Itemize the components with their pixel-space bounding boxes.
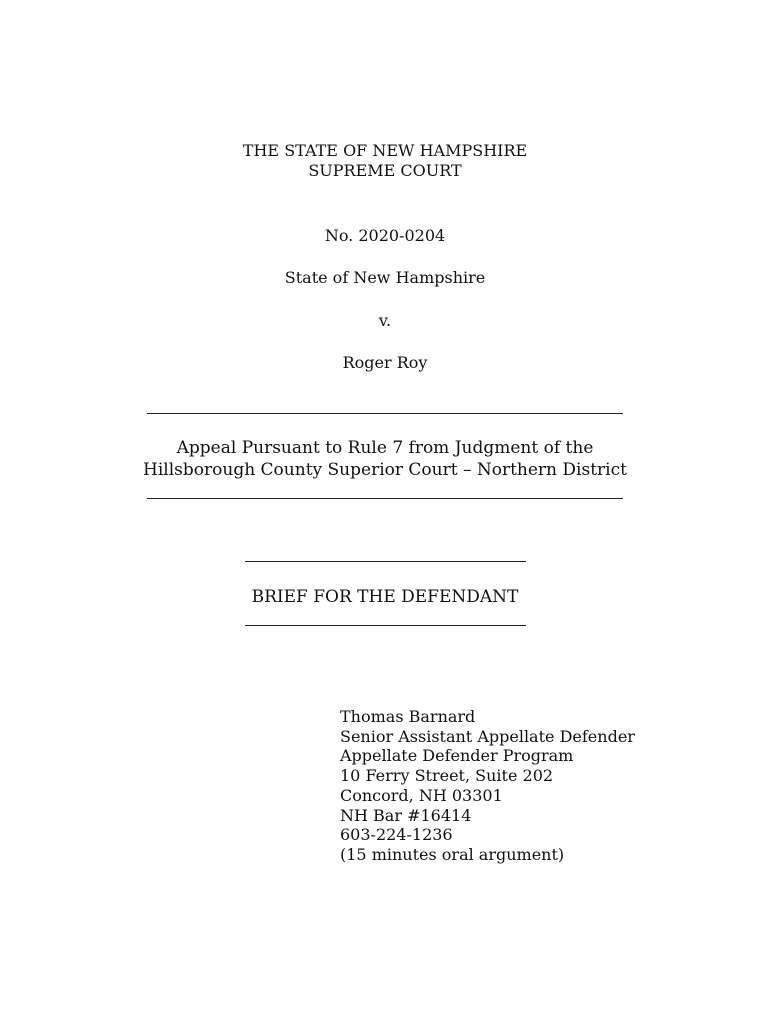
counsel-bar-number: NH Bar #16414 (340, 805, 472, 825)
oral-argument-note: (15 minutes oral argument) (340, 844, 565, 864)
counsel-title: Senior Assistant Appellate Defender (340, 726, 635, 746)
divider-top (147, 413, 623, 414)
appeal-description-line-2: Hillsborough County Superior Court – Northern District (143, 460, 627, 480)
docket-number: No. 2020-0204 (324, 226, 446, 245)
appellee-name: State of New Hampshire (284, 268, 486, 287)
counsel-street-address: 10 Ferry Street, Suite 202 (340, 766, 554, 786)
brief-rule-top (245, 561, 526, 562)
counsel-phone: 603-224-1236 (340, 825, 453, 845)
appellant-name: Roger Roy (342, 353, 428, 372)
divider-bottom (147, 498, 623, 499)
counsel-program: Appellate Defender Program (340, 746, 574, 766)
versus-text: v. (378, 311, 392, 330)
counsel-block (340, 707, 635, 865)
appeal-description-line-1: Appeal Pursuant to Rule 7 from Judgment of the (176, 438, 594, 458)
court-name-heading: SUPREME COURT (308, 161, 462, 180)
brief-rule-bottom (245, 625, 526, 626)
court-state-heading: THE STATE OF NEW HAMPSHIRE (242, 141, 528, 160)
brief-title: BRIEF FOR THE DEFENDANT (251, 587, 519, 607)
counsel-city-state-zip: Concord, NH 03301 (340, 785, 503, 805)
counsel-name: Thomas Barnard (340, 707, 476, 726)
